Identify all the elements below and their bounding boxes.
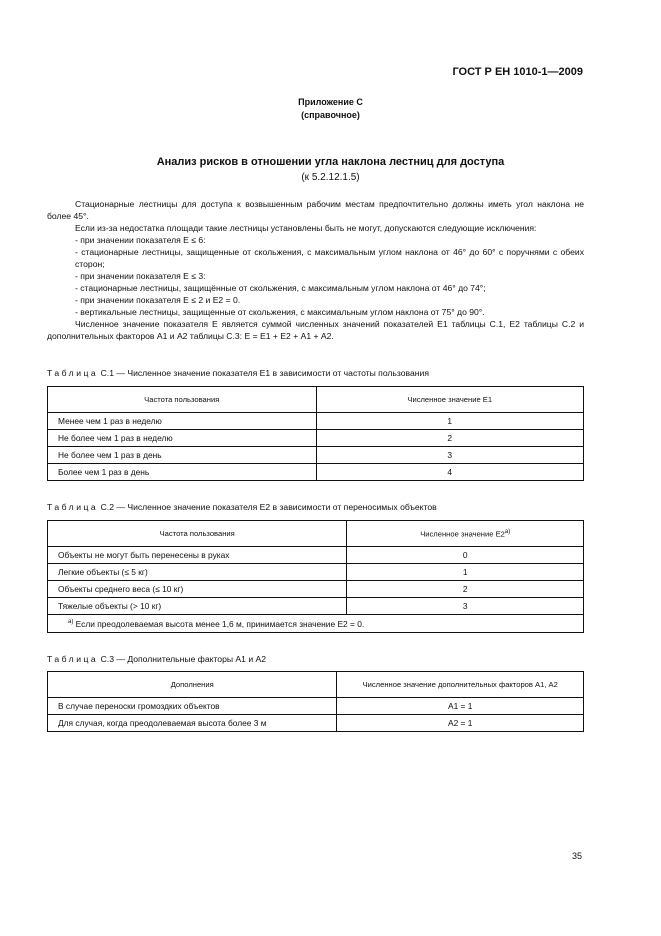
table-row — [48, 547, 584, 564]
table-cell: Более чем 1 раз в день — [48, 464, 317, 481]
table-cell: 1 — [316, 413, 584, 430]
column-header: Частота пользования — [48, 387, 317, 413]
table3-caption — [47, 654, 266, 664]
table-cell: Легкие объекты (≤ 5 кг) — [48, 564, 347, 581]
section-reference: (к 5.2.12.1.5) — [301, 172, 360, 183]
table-row — [48, 464, 584, 481]
table-header-row — [48, 387, 584, 413]
table-cell: А2 = 1 — [337, 715, 584, 732]
paragraph: Стационарные лестницы для доступа к возвышенным рабочим местам предпочтительно должны иметь угол наклона не более 45°. — [47, 199, 584, 221]
table-row — [48, 598, 584, 615]
table-cell: Тяжелые объекты (> 10 кг) — [48, 598, 347, 615]
table-label: Таблица — [47, 368, 99, 378]
table-label: Таблица — [47, 654, 99, 664]
table-footnote-row — [48, 615, 584, 633]
appendix-heading — [0, 96, 661, 122]
table-caption-text: С.3 — Дополнительные факторы А1 и А2 — [100, 654, 267, 664]
table-label: Таблица — [47, 502, 99, 512]
table1-caption — [47, 368, 429, 378]
table-footnote — [48, 615, 584, 633]
table-cell: 1 — [347, 564, 584, 581]
appendix-note: (справочное) — [301, 110, 360, 120]
table-cell: Объекты среднего веса (≤ 10 кг) — [48, 581, 347, 598]
paragraph: Если из-за недостатка площади такие лестницы установлены быть не могут, допускаются следующие исключения: — [75, 223, 537, 233]
table-cell: 2 — [347, 581, 584, 598]
table-cell: 3 — [347, 598, 584, 615]
column-header — [347, 521, 584, 547]
list-item: - при значении показателя Е ≤ 3: — [75, 271, 206, 281]
column-header: Численное значение Е1 — [316, 387, 584, 413]
footnote-text: Если преодолеваемая высота менее 1,6 м, принимается значение Е2 = 0. — [75, 618, 365, 629]
table-row — [48, 447, 584, 464]
table-cell: 4 — [316, 464, 584, 481]
table-c2 — [47, 520, 584, 633]
section-title: Анализ рисков в отношении угла наклона лестниц для доступа — [156, 156, 505, 168]
table-row — [48, 581, 584, 598]
table-c3 — [47, 671, 584, 732]
table-cell: 0 — [347, 547, 584, 564]
table-header-row — [48, 521, 584, 547]
footnote-marker: а) — [68, 618, 74, 625]
table-caption-text: С.1 — Численное значение показателя Е1 в зависимости от частоты пользования — [100, 368, 429, 378]
table-cell: В случае переноски громоздких объектов — [48, 698, 337, 715]
list-item: - при значении показателя Е ≤ 2 и Е2 = 0. — [75, 295, 241, 305]
list-item: - вертикальные лестницы, защищенные от скольжения, с максимальным углом наклона от 75° до 90°. — [75, 307, 485, 317]
table-cell: Для случая, когда преодолеваемая высота более 3 м — [48, 715, 337, 732]
table-cell: Не более чем 1 раз в день — [48, 447, 317, 464]
list-item: - при значении показателя Е ≤ 6: — [75, 235, 206, 245]
table-cell: 2 — [316, 430, 584, 447]
table-c1 — [47, 386, 584, 481]
table-cell: А1 = 1 — [337, 698, 584, 715]
table-caption-text: С.2 — Численное значение показателя Е2 в зависимости от переносимых объектов — [100, 502, 437, 512]
appendix-title: Приложение С — [298, 97, 363, 107]
table-cell: Менее чем 1 раз в неделю — [48, 413, 317, 430]
column-header: Дополнения — [48, 672, 337, 698]
list-item: - стационарные лестницы, защищенные от скольжения, с максимальным углом наклона от 46° до 60° с поручнями с обеих сторон; — [75, 247, 584, 269]
document-id: ГОСТ Р ЕН 1010-1—2009 — [452, 66, 583, 78]
body-text — [47, 198, 584, 342]
paragraph: Численное значение показателя Е является суммой численных значений показателей Е1 таблицы С.1, Е2 таблицы С.2 и дополнительных факторов А1 и А2 таблицы С.3: Е = Е1 + Е2 + А1 + А2. — [47, 319, 584, 341]
column-header: Численное значение дополнительных факторов А1, А2 — [337, 672, 584, 698]
table-cell: 3 — [316, 447, 584, 464]
table-cell: Объекты не могут быть перенесены в руках — [48, 547, 347, 564]
table-row — [48, 715, 584, 732]
list-item: - стационарные лестницы, защищённые от скольжения, с максимальным углом наклона от 46° до 74°; — [75, 283, 486, 293]
table-row — [48, 564, 584, 581]
table-row — [48, 430, 584, 447]
column-header: Частота пользования — [48, 521, 347, 547]
column-header-text: Численное значение Е2 — [420, 529, 505, 539]
footnote-marker: а) — [504, 528, 511, 535]
table-row — [48, 413, 584, 430]
table2-caption — [47, 502, 437, 512]
table-row — [48, 698, 584, 715]
page-number: 35 — [571, 851, 582, 861]
table-header-row — [48, 672, 584, 698]
table-cell: Не более чем 1 раз в неделю — [48, 430, 317, 447]
